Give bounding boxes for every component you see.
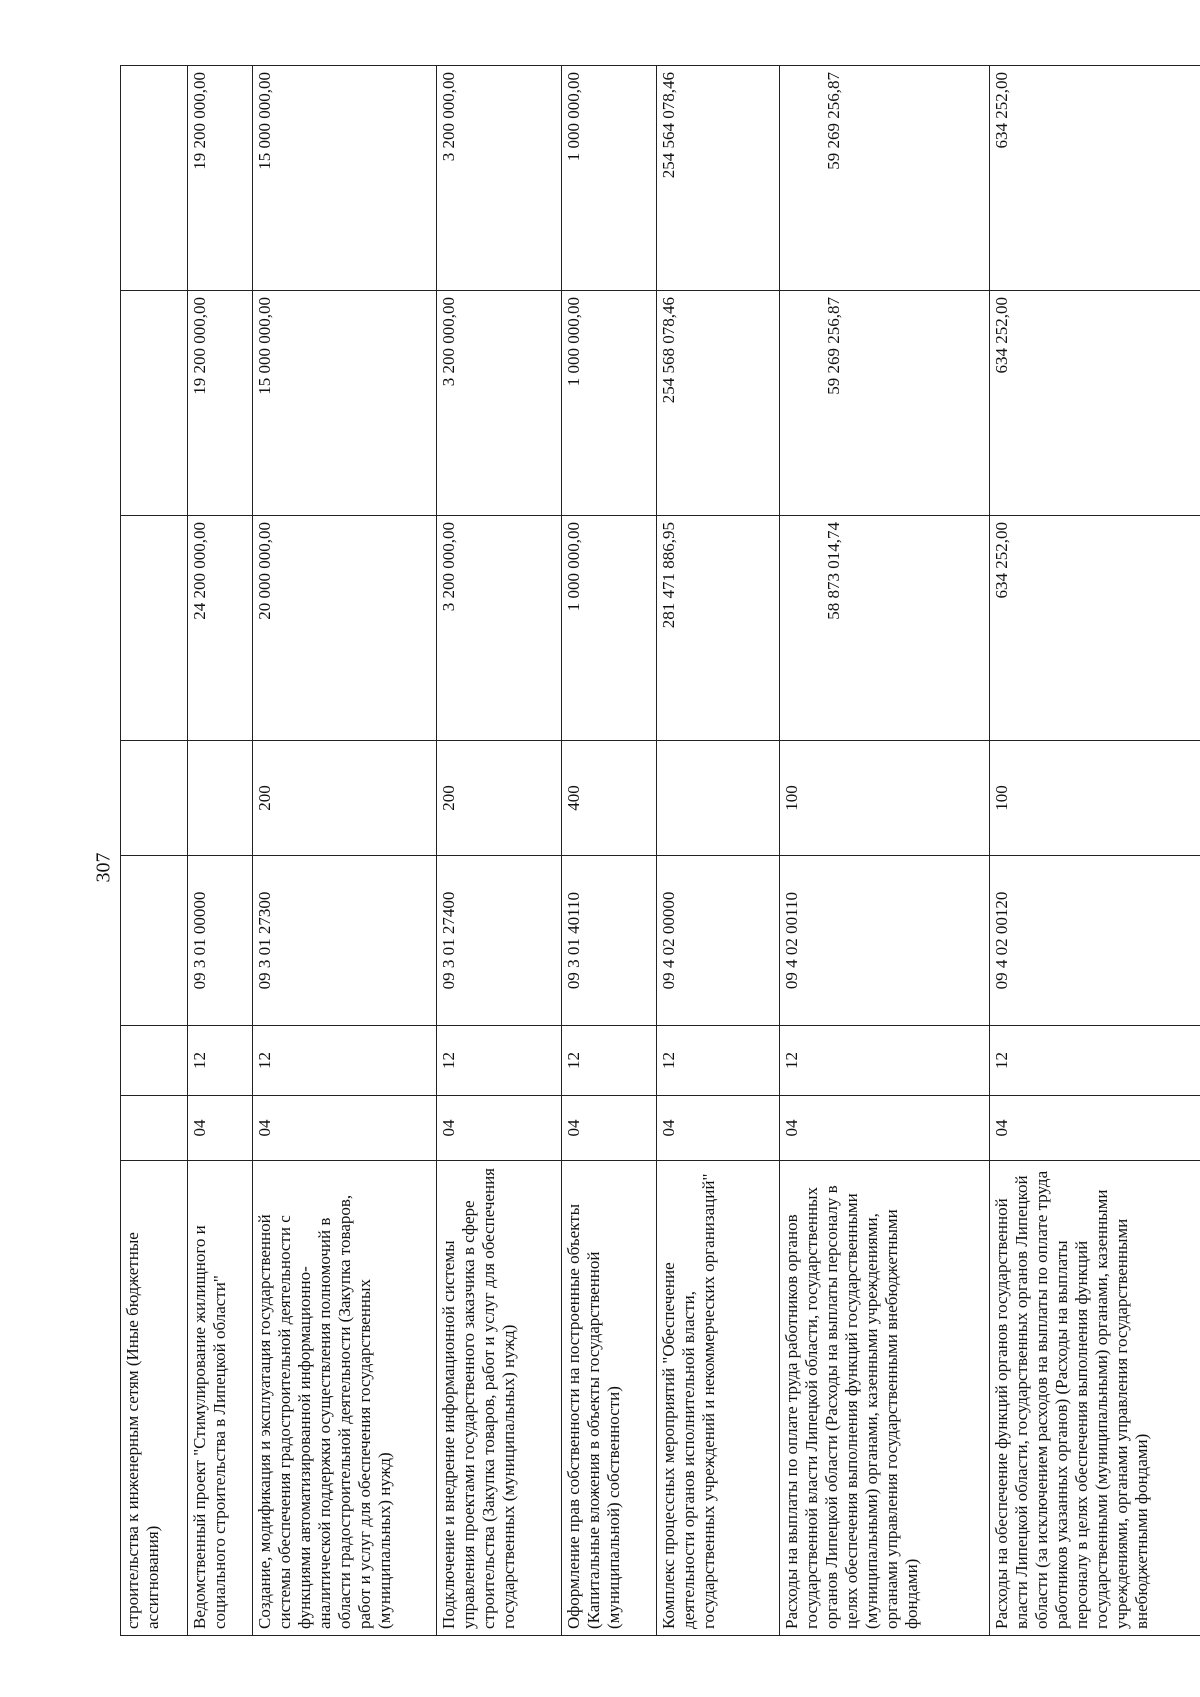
expense-type: 100	[990, 741, 1200, 856]
section-code: 04	[188, 1096, 253, 1161]
amount-2: 254 568 078,46	[657, 291, 779, 516]
subsection-code: 12	[657, 1026, 779, 1096]
table-row	[990, 66, 1200, 1636]
target-article: 09 3 01 27400	[436, 856, 561, 1026]
table-row	[779, 66, 990, 1636]
table-row	[253, 66, 437, 1636]
section-code: 04	[253, 1096, 437, 1161]
amount-3: 15 000 000,00	[253, 66, 437, 291]
amount-1: 58 873 014,74	[779, 516, 990, 741]
expense-type: 200	[436, 741, 561, 856]
amount-1: 281 471 886,95	[657, 516, 779, 741]
amount-2: 1 000 000,00	[561, 291, 656, 516]
amount-1: 3 200 000,00	[436, 516, 561, 741]
row-name: Подключение и внедрение информационной системы управления проектами государственного заказчика в сфере строительства (Закупка товаров, работ и услуг для обеспечения государственных (муниципальных) нужд)	[436, 1161, 561, 1636]
row-name: строительства к инженерным сетям (Иные бюджетные ассигнования)	[121, 1161, 188, 1636]
expense-type: 100	[779, 741, 990, 856]
section-code: 04	[436, 1096, 561, 1161]
table-row	[561, 66, 656, 1636]
expense-type	[657, 741, 779, 856]
table-row	[188, 66, 253, 1636]
amount-3: 3 200 000,00	[436, 66, 561, 291]
row-name: Ведомственный проект "Стимулирование жилищного и социального строительства в Липецкой области"	[188, 1161, 253, 1636]
target-article: 09 3 01 40110	[561, 856, 656, 1026]
row-name: Комплекс процессных мероприятий "Обеспечение деятельности органов исполнительной власти, государственных учреждений и некоммерческих организаций"	[657, 1161, 779, 1636]
amount-2: 19 200 000,00	[188, 291, 253, 516]
section-code	[121, 1096, 188, 1161]
section-code: 04	[561, 1096, 656, 1161]
amount-1: 20 000 000,00	[253, 516, 437, 741]
subsection-code: 12	[561, 1026, 656, 1096]
subsection-code: 12	[990, 1026, 1200, 1096]
expense-type	[188, 741, 253, 856]
section-code: 04	[657, 1096, 779, 1161]
subsection-code	[121, 1026, 188, 1096]
amount-3: 59 269 256,87	[779, 66, 990, 291]
amount-2: 3 200 000,00	[436, 291, 561, 516]
amount-2	[121, 291, 188, 516]
row-name: Расходы на выплаты по оплате труда работников органов государственной власти Липецкой области, государственных органов Липецкой области (Расходы на выплаты персоналу в целях обеспечения выполнения функций государственными (муниципальными) органами, казенными учреждениями, органами управления государственными внебюджетными фондами)	[779, 1161, 990, 1636]
amount-1: 24 200 000,00	[188, 516, 253, 741]
target-article: 09 3 01 27300	[253, 856, 437, 1026]
amount-1: 1 000 000,00	[561, 516, 656, 741]
amount-3: 634 252,00	[990, 66, 1200, 291]
amount-2: 634 252,00	[990, 291, 1200, 516]
row-name: Расходы на обеспечение функций органов государственной власти Липецкой области, государственных органов Липецкой области (за исключением расходов на выплаты по оплате труда работников указанных органов) (Расходы на выплаты персоналу в целях обеспечения выполнения функций государственными (муниципальными) органами, казенными учреждениями, органами управления государственными внебюджетными фондами)	[990, 1161, 1200, 1636]
amount-2: 15 000 000,00	[253, 291, 437, 516]
amount-3	[121, 66, 188, 291]
amount-3: 254 564 078,46	[657, 66, 779, 291]
page-number: 307	[92, 852, 115, 883]
target-article	[121, 856, 188, 1026]
budget-table	[120, 65, 1200, 1636]
row-name: Оформление прав собственности на построенные объекты (Капитальные вложения в объекты государственной (муниципальной) собственности)	[561, 1161, 656, 1636]
amount-3: 1 000 000,00	[561, 66, 656, 291]
amount-2: 59 269 256,87	[779, 291, 990, 516]
rotated-table-sheet	[120, 66, 1200, 1636]
subsection-code: 12	[253, 1026, 437, 1096]
table-row	[121, 66, 188, 1636]
subsection-code: 12	[188, 1026, 253, 1096]
subsection-code: 12	[436, 1026, 561, 1096]
expense-type: 400	[561, 741, 656, 856]
subsection-code: 12	[779, 1026, 990, 1096]
amount-1	[121, 516, 188, 741]
amount-3: 19 200 000,00	[188, 66, 253, 291]
target-article: 09 4 02 00120	[990, 856, 1200, 1026]
amount-1: 634 252,00	[990, 516, 1200, 741]
row-name: Создание, модификация и эксплуатация государственной системы обеспечения градостроительной деятельности с функциями автоматизированной информационно-аналитической поддержки осуществления полномочий в области градостроительной деятельности (Закупка товаров, работ и услуг для обеспечения государственных (муниципальных) нужд)	[253, 1161, 437, 1636]
table-row	[436, 66, 561, 1636]
section-code: 04	[990, 1096, 1200, 1161]
section-code: 04	[779, 1096, 990, 1161]
expense-type	[121, 741, 188, 856]
target-article: 09 3 01 00000	[188, 856, 253, 1026]
expense-type: 200	[253, 741, 437, 856]
target-article: 09 4 02 00110	[779, 856, 990, 1026]
target-article: 09 4 02 00000	[657, 856, 779, 1026]
table-row	[657, 66, 779, 1636]
